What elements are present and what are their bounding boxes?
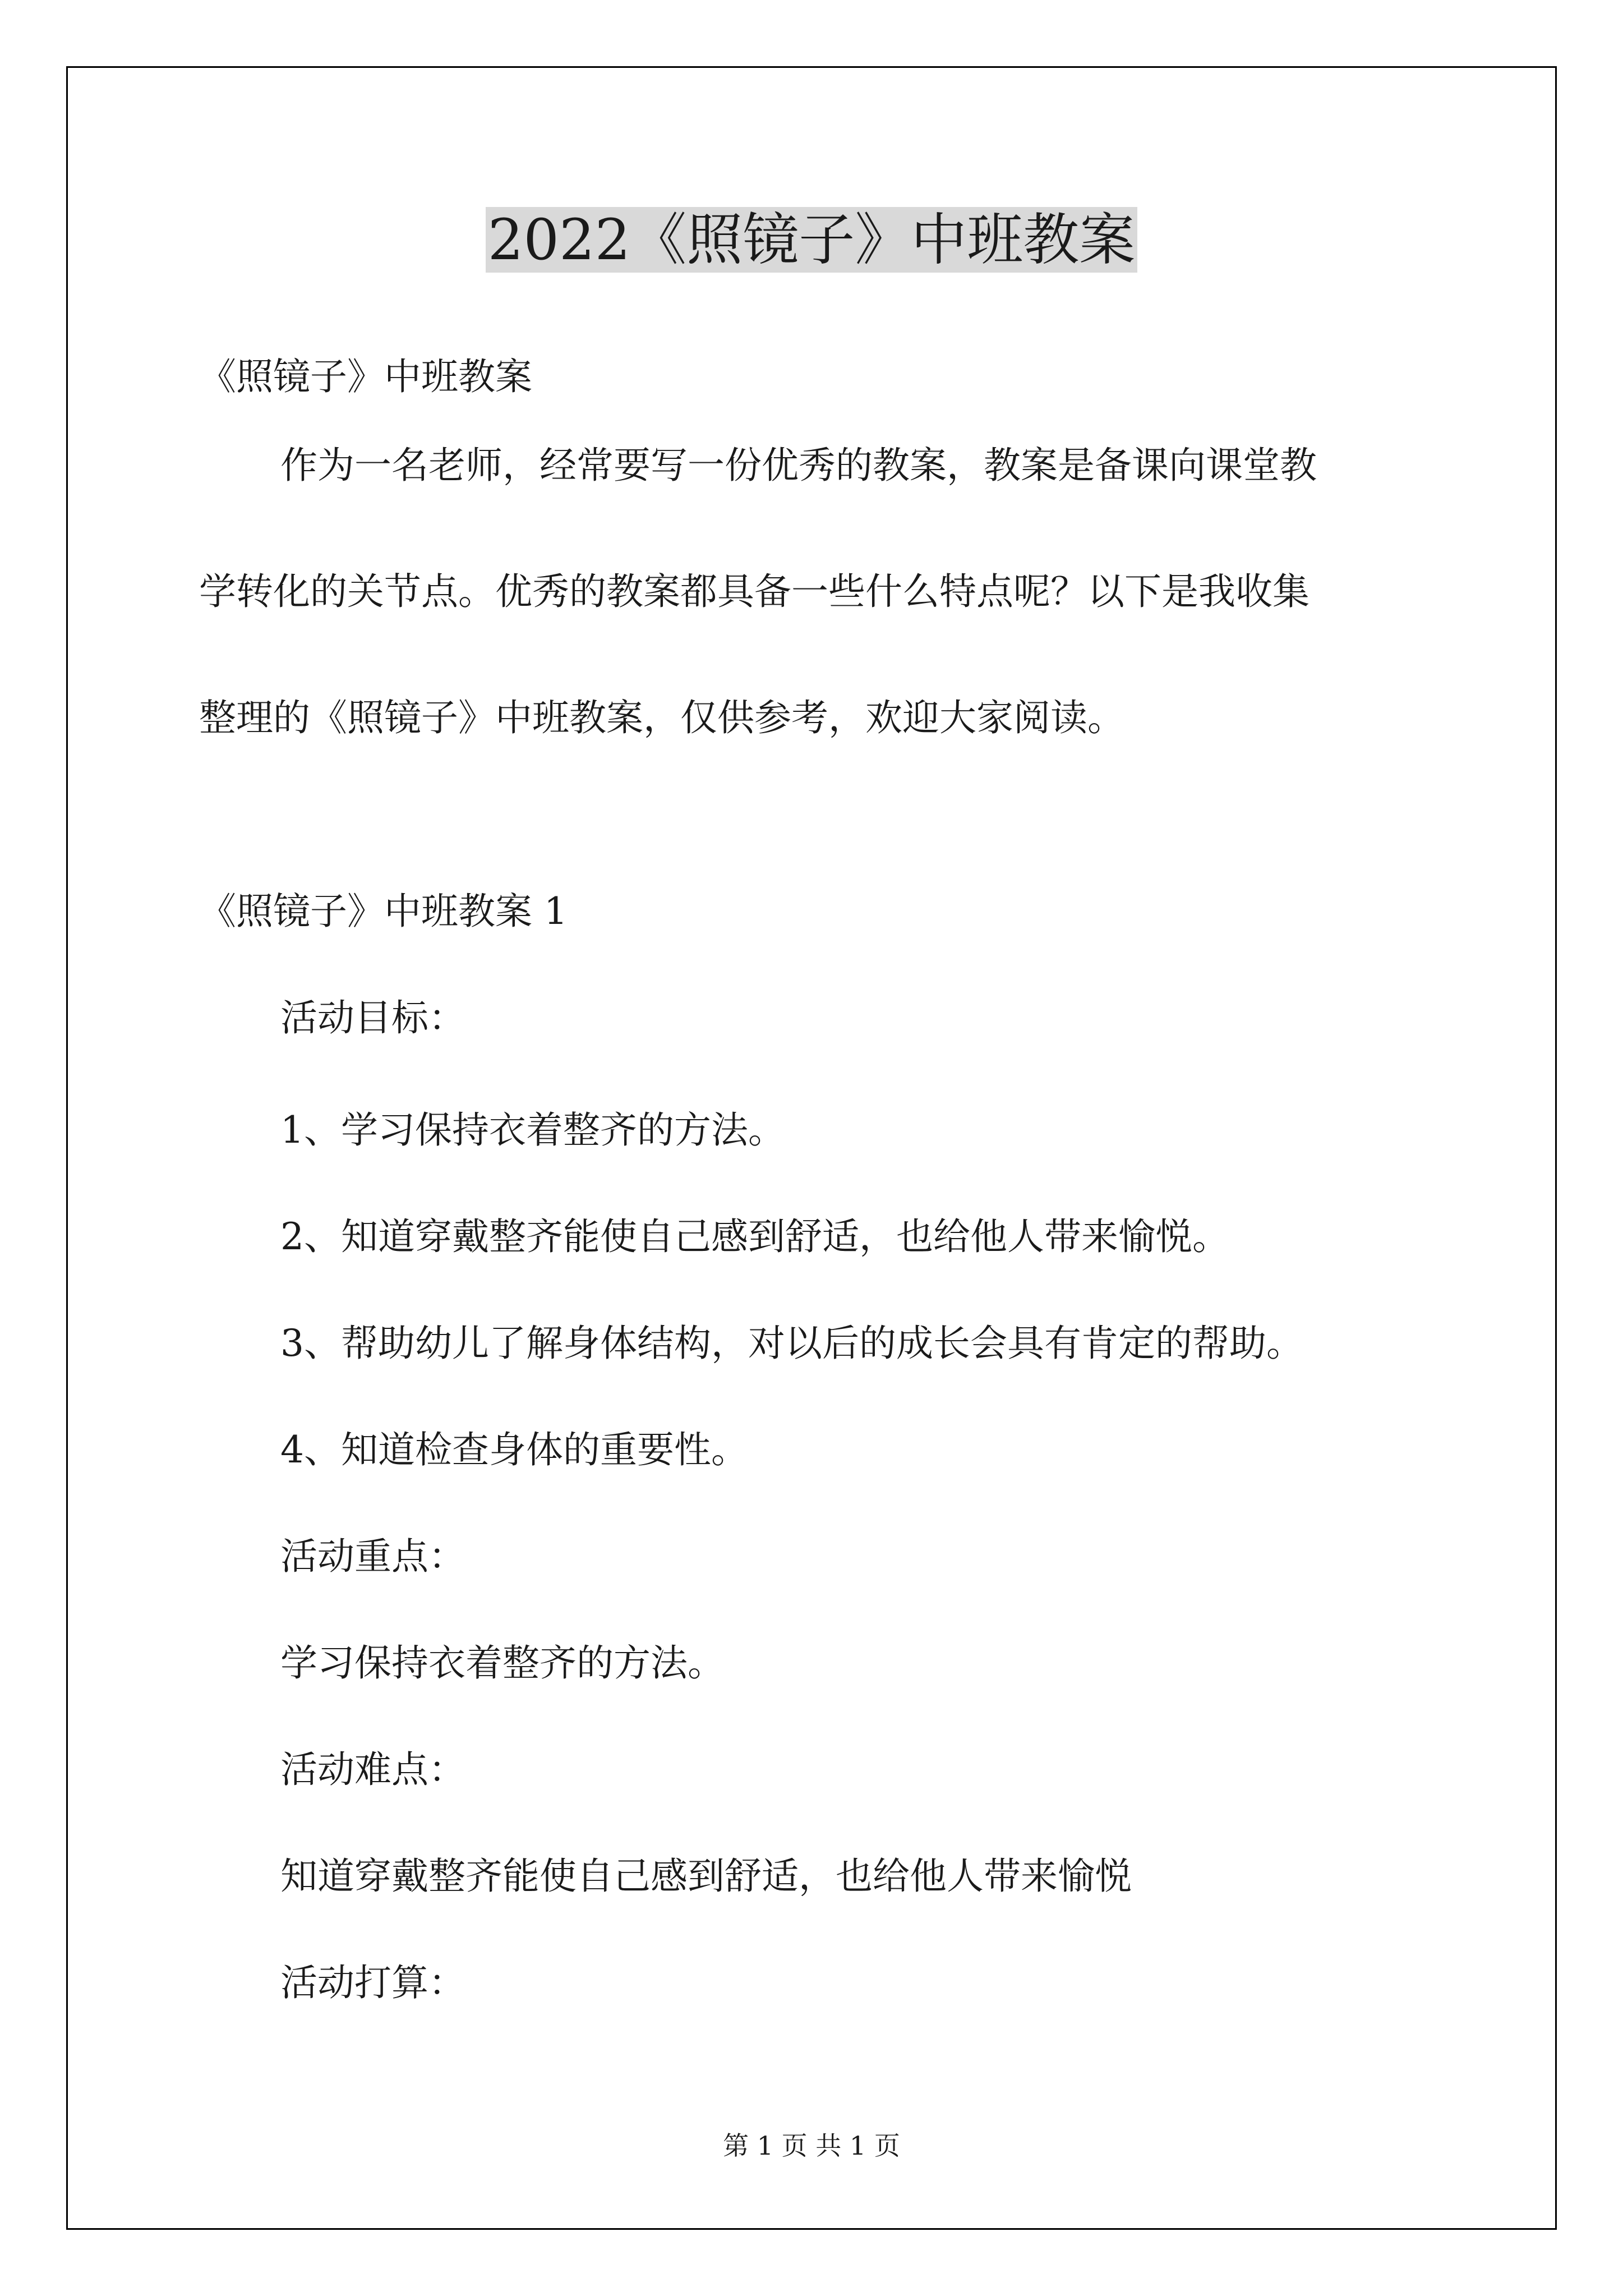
heading-objectives: 活动目标：: [280, 996, 465, 1039]
difficulty-text: 知道穿戴整齐能使自己感到舒适，也给他人带来愉悦: [280, 1855, 1132, 1898]
intro-paragraph: [199, 443, 1433, 822]
intro-line: 整理的《照镜子》中班教案，仅供参考，欢迎大家阅读。: [199, 696, 1124, 739]
heading-key-points: 活动重点：: [280, 1535, 465, 1578]
intro-line: 作为一名老师，经常要写一份优秀的教案，教案是备课向课堂教: [280, 444, 1317, 487]
document-subtitle: 《照镜子》中班教案: [199, 355, 532, 398]
section-heading: 《照镜子》中班教案 1: [199, 890, 568, 933]
objective-item: 2、知道穿戴整齐能使自己感到舒适，也给他人带来愉悦。: [280, 1215, 1229, 1258]
key-point-text: 学习保持衣着整齐的方法。: [280, 1641, 725, 1685]
title-highlight: 2022《照镜子》中班教案: [486, 207, 1138, 273]
heading-preparation: 活动打算：: [280, 1961, 465, 2004]
objective-item: 3、帮助幼儿了解身体结构，对以后的成长会具有肯定的帮助。: [280, 1322, 1303, 1365]
document-title: [0, 206, 1623, 274]
objective-item: 4、知道检查身体的重要性。: [280, 1428, 748, 1471]
intro-line: 学转化的关节点。优秀的教案都具备一些什么特点呢？以下是我收集: [199, 570, 1310, 613]
page-footer: 第 1 页 共 1 页: [723, 2131, 900, 2161]
heading-difficulties: 活动难点：: [280, 1748, 465, 1791]
objective-item: 1、学习保持衣着整齐的方法。: [280, 1108, 785, 1152]
